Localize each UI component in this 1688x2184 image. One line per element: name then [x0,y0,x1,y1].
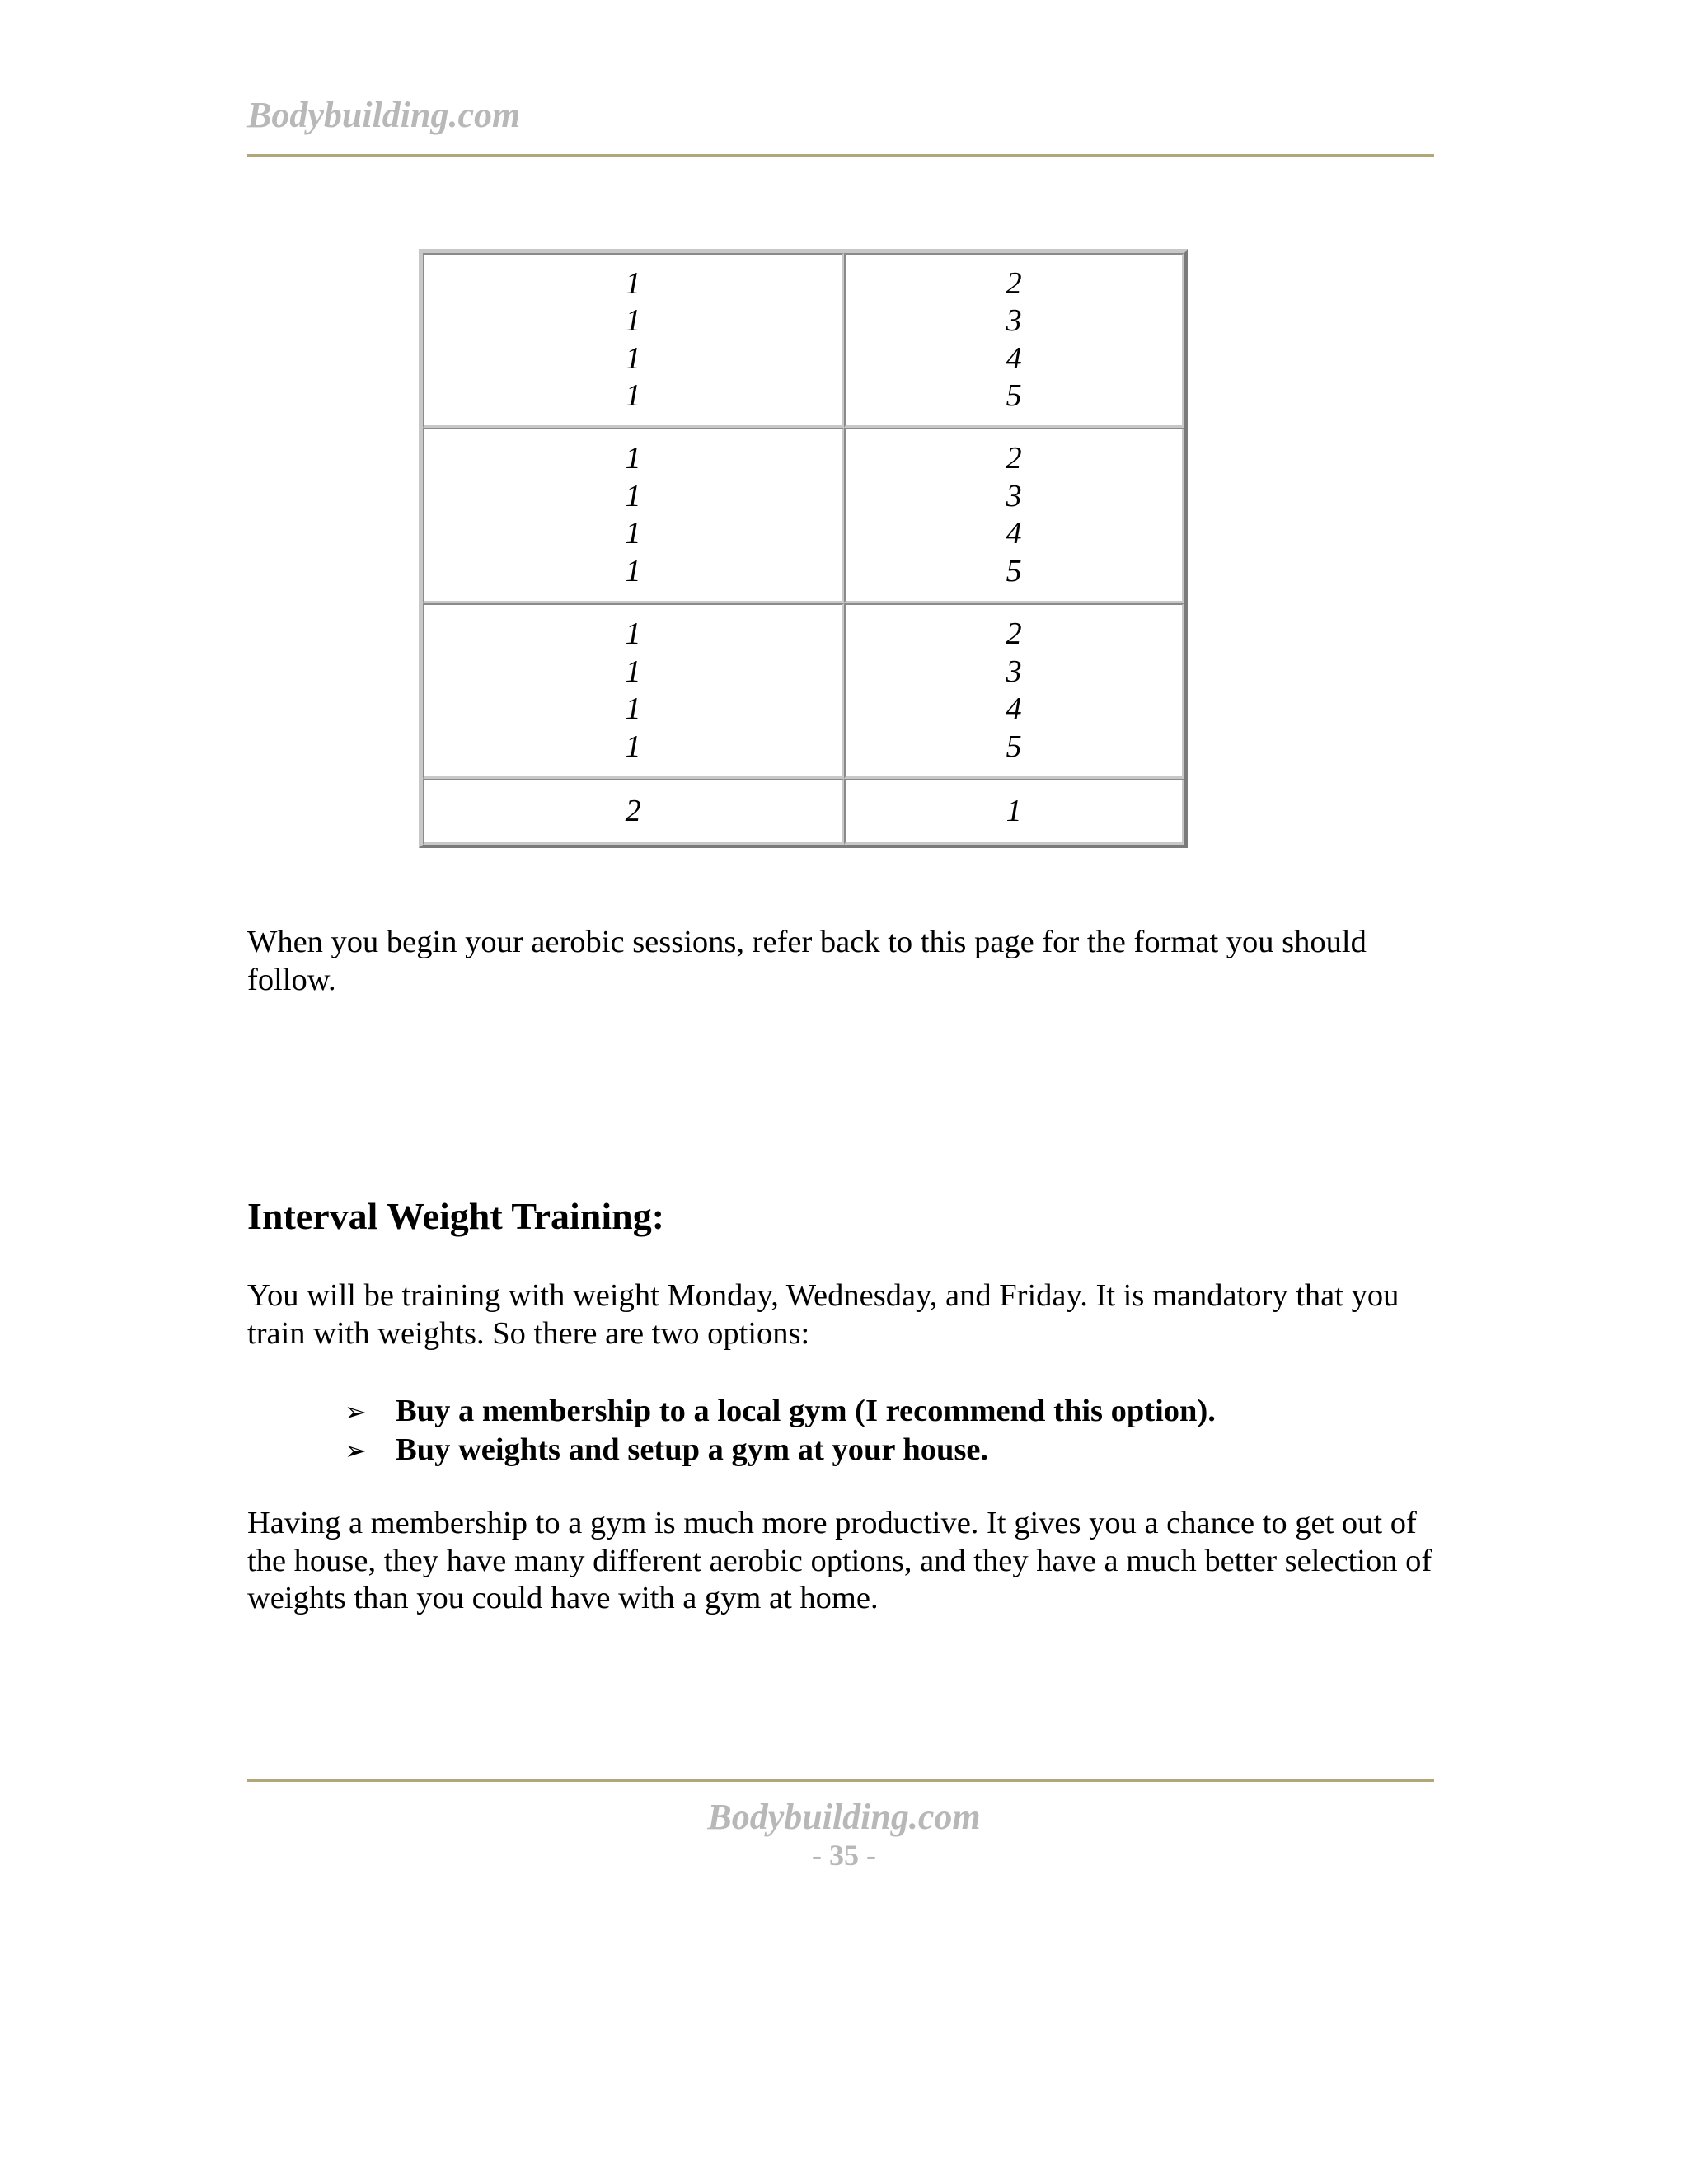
table-cell [844,428,1184,603]
cell-value: 3 [1006,303,1022,338]
cell-value: 5 [1006,729,1022,764]
cell-value: 1 [625,616,641,651]
cell-value: 2 [625,793,641,828]
cell-value: 3 [1006,478,1022,513]
cell-value: 1 [625,265,641,301]
table-cell [423,603,844,779]
cell-value: 4 [1006,340,1022,376]
page-number: - 35 - [812,1839,876,1872]
cell-value: 1 [625,303,641,338]
cell-value: 5 [1006,378,1022,413]
cell-value: 2 [1006,265,1022,301]
header-rule [247,154,1434,157]
aerobic-note-paragraph: When you begin your aerobic sessions, refer back to this page for the format you should follow. [247,925,1367,997]
cell-value: 5 [1006,553,1022,588]
table-row [423,428,1184,603]
cell-value: 1 [625,516,641,551]
list-item [345,1393,1216,1432]
cell-value: 2 [1006,441,1022,476]
section-heading: Interval Weight Training: [247,1195,665,1237]
arrowhead-bullet-icon: ➢ [345,1396,367,1427]
aerobic-format-table [419,249,1188,848]
table-cell [423,253,844,428]
table-cell [423,779,844,845]
list-item [345,1432,1216,1470]
cell-value: 1 [625,441,641,476]
cell-value: 1 [625,691,641,726]
cell-value: 3 [1006,654,1022,689]
table-cell [423,428,844,603]
arrowhead-bullet-icon: ➢ [345,1434,367,1466]
options-list [345,1393,1216,1469]
gym-membership-paragraph: Having a membership to a gym is much more productive. It gives you a chance to get out of the house, they have many different aerobic options, and they have a much better selection of weights than you could have with a gym at home. [247,1506,1432,1615]
footer-rule [247,1779,1434,1782]
cell-value: 4 [1006,691,1022,726]
cell-value: 1 [625,654,641,689]
list-item-text: Buy weights and setup a gym at your house. [396,1432,989,1467]
cell-value: 1 [625,478,641,513]
header-title: Bodybuilding.com [247,95,521,135]
table-row [423,779,1184,845]
table-row [423,253,1184,428]
table-cell [844,779,1184,845]
training-intro-paragraph: You will be training with weight Monday, Wednesday, and Friday. It is mandatory that you train with weights. So there are two options: [247,1278,1400,1351]
cell-value: 1 [625,340,641,376]
table-cell [844,603,1184,779]
cell-value: 4 [1006,516,1022,551]
cell-value: 1 [625,729,641,764]
table-cell [844,253,1184,428]
cell-value: 1 [625,378,641,413]
cell-value: 2 [1006,616,1022,651]
footer-title: Bodybuilding.com [707,1797,981,1837]
cell-value: 1 [1006,793,1022,828]
list-item-text: Buy a membership to a local gym (I recommend this option). [396,1394,1216,1428]
table-row [423,603,1184,779]
cell-value: 1 [625,553,641,588]
